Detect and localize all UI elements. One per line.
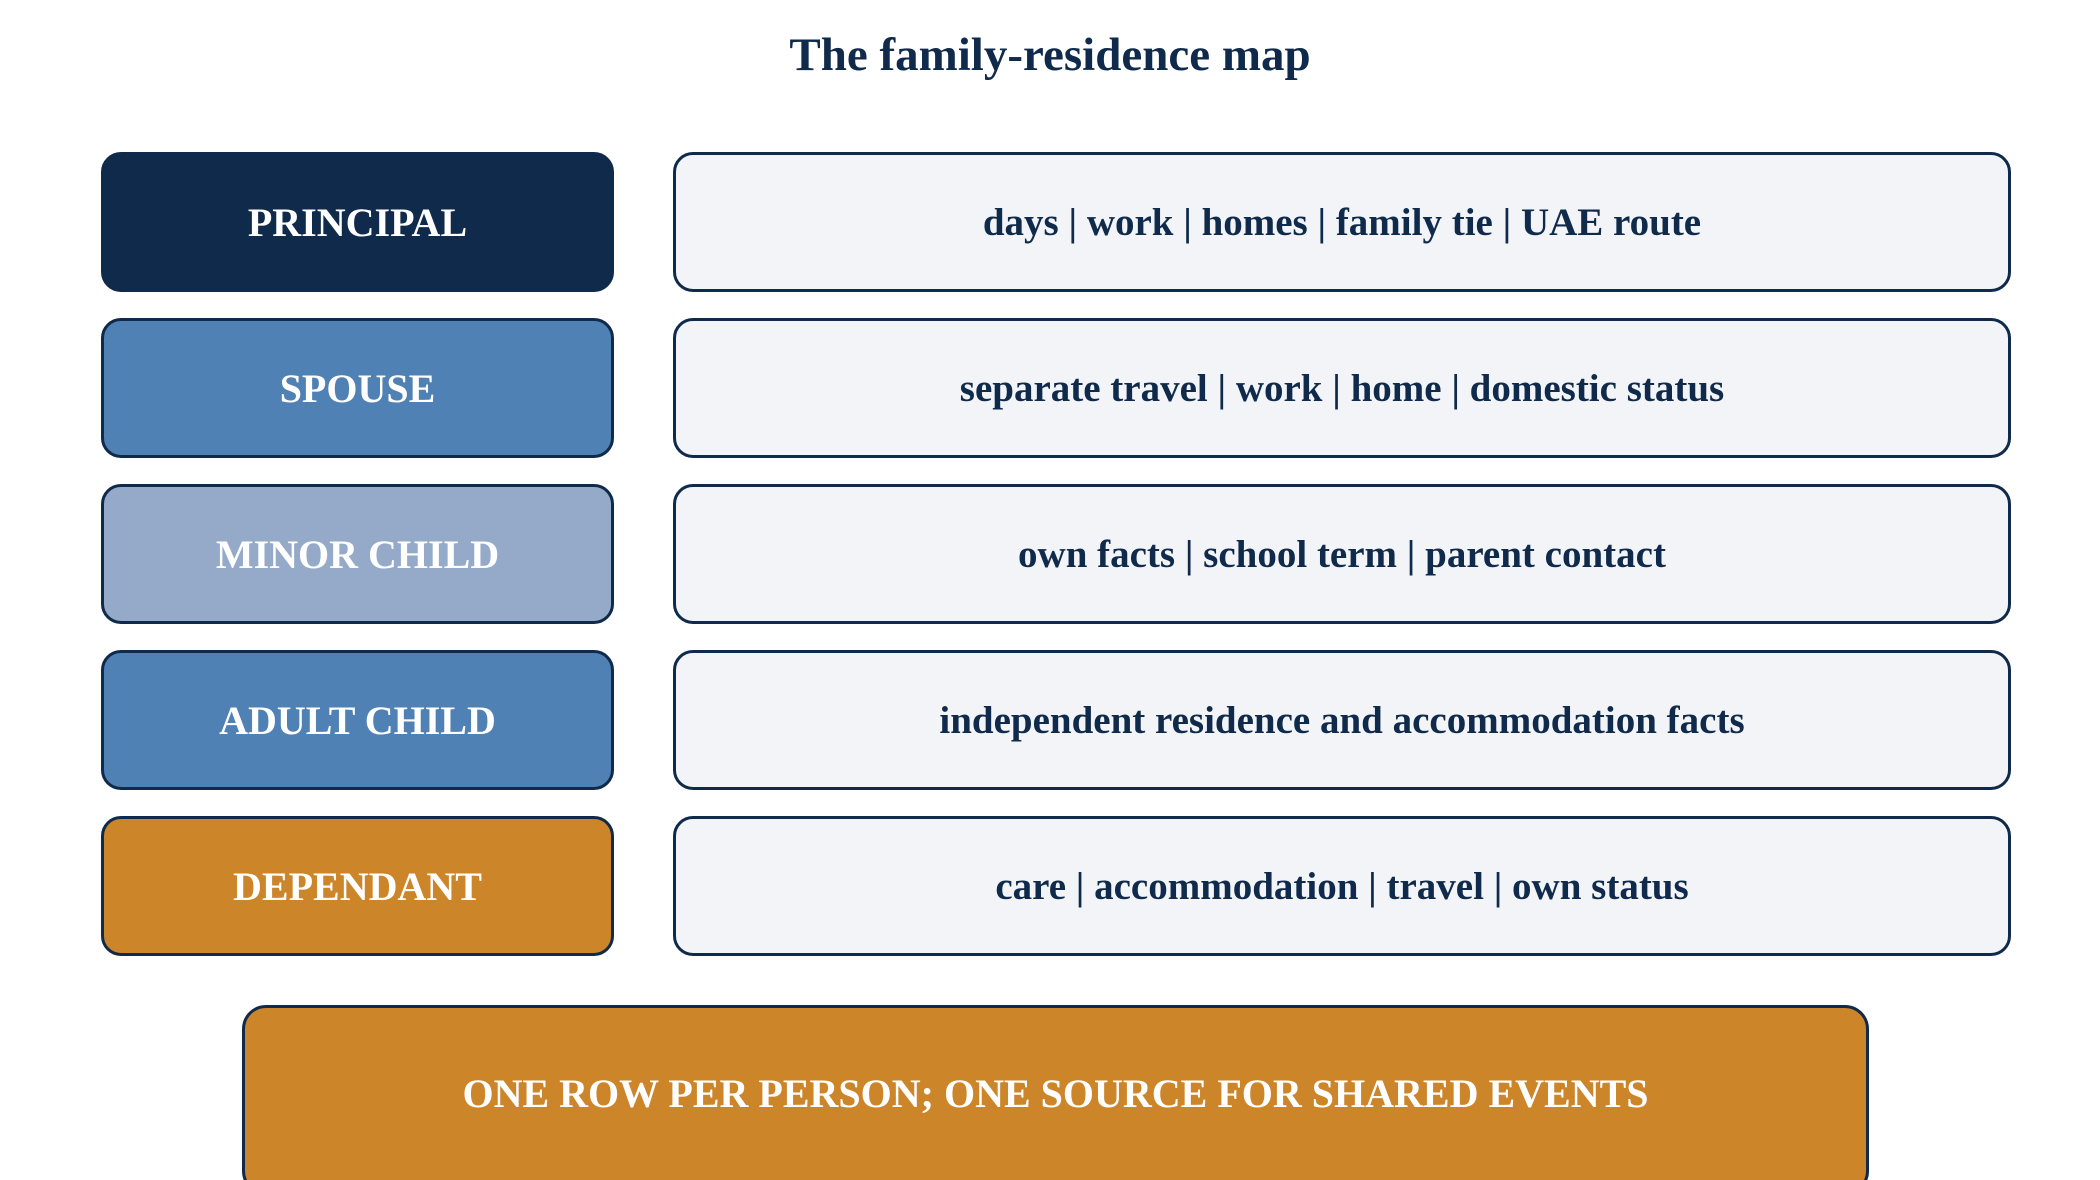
row-adult-child <box>0 650 2100 790</box>
row-dependant <box>0 816 2100 956</box>
role-box-adult-child: ADULT CHILD <box>101 650 614 790</box>
role-box-dependant: DEPENDANT <box>101 816 614 956</box>
row-minor-child <box>0 484 2100 624</box>
footer-banner: ONE ROW PER PERSON; ONE SOURCE FOR SHARED EVENTS <box>242 1005 1869 1180</box>
facts-box-principal: days | work | homes | family tie | UAE route <box>673 152 2011 292</box>
role-box-minor-child: MINOR CHILD <box>101 484 614 624</box>
row-spouse <box>0 318 2100 458</box>
facts-box-adult-child: independent residence and accommodation facts <box>673 650 2011 790</box>
facts-box-dependant: care | accommodation | travel | own status <box>673 816 2011 956</box>
facts-box-spouse: separate travel | work | home | domestic status <box>673 318 2011 458</box>
role-box-spouse: SPOUSE <box>101 318 614 458</box>
role-box-principal: PRINCIPAL <box>101 152 614 292</box>
row-principal <box>0 152 2100 292</box>
facts-box-minor-child: own facts | school term | parent contact <box>673 484 2011 624</box>
page-title: The family-residence map <box>789 29 1311 81</box>
